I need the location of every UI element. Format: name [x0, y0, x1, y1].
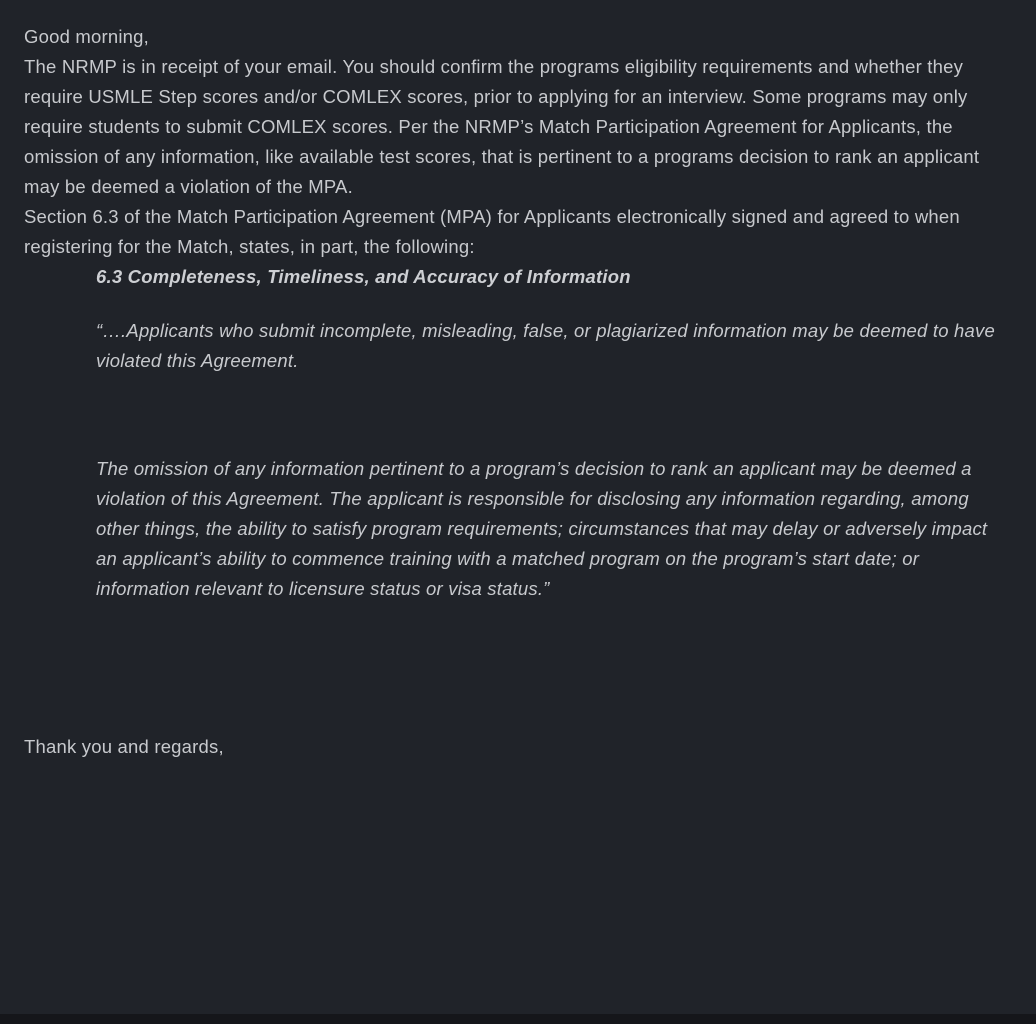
quote-heading: 6.3 Completeness, Timeliness, and Accuracy of Information: [96, 266, 631, 287]
greeting-text: Good morning,: [24, 26, 149, 47]
mpa-quote-block: [24, 262, 1010, 604]
bottom-edge-strip: [0, 1014, 1036, 1024]
closing-text: Thank you and regards,: [24, 736, 224, 757]
quote-paragraph-1: “….Applicants who submit incomplete, misleading, false, or plagiarized information may be deemed to have violated this Agreement.: [96, 320, 995, 371]
paragraph-section-intro: Section 6.3 of the Match Participation Agreement (MPA) for Applicants electronically signed and agreed to when registering for the Match, states, in part, the following:: [24, 206, 960, 257]
paragraph-nrmp-receipt: The NRMP is in receipt of your email. You should confirm the programs eligibility requirements and whether they require USMLE Step scores and/or COMLEX scores, prior to applying for an interview. Some programs may only require students to submit COMLEX scores. Per the NRMP’s Match Participation Agreement for Applicants, the omission of any information, like available test scores, that is pertinent to a programs decision to rank an applicant may be deemed a violation of the MPA.: [24, 56, 980, 197]
quote-paragraph-2: The omission of any information pertinent to a program’s decision to rank an applicant may be deemed a violation of this Agreement. The applicant is responsible for disclosing any information regarding, among other things, the ability to satisfy program requirements; circumstances that may delay or adversely impact an applicant’s ability to commence training with a matched program on the program’s start date; or information relevant to licensure status or visa status.”: [96, 458, 988, 599]
